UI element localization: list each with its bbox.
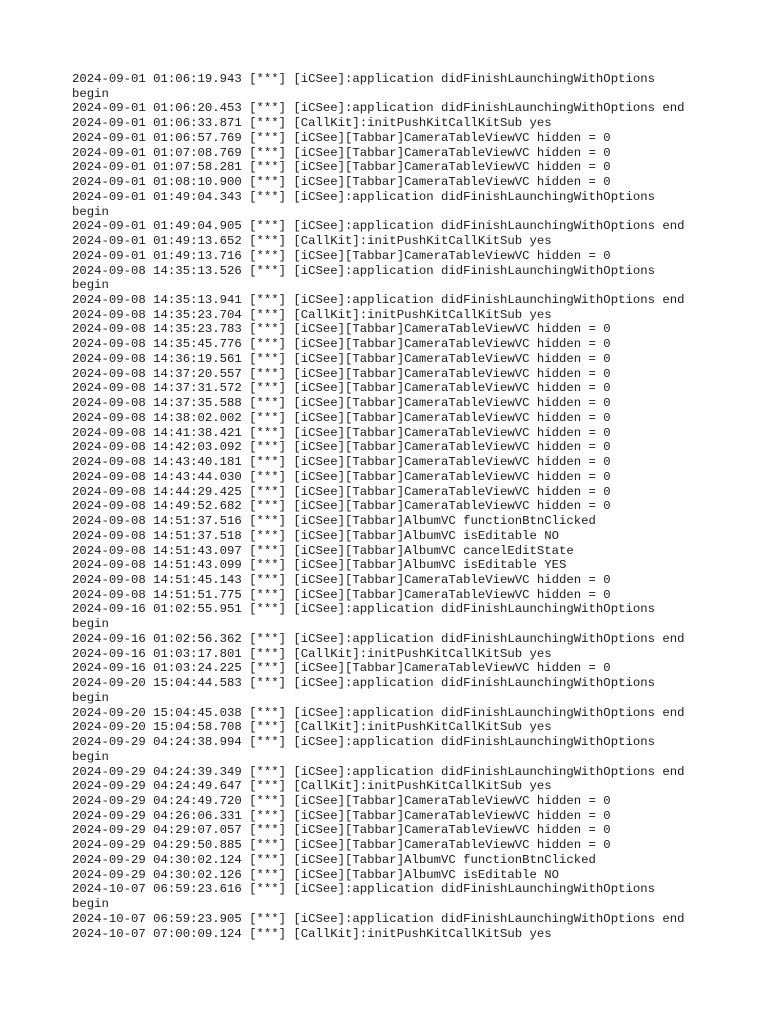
log-line: begin bbox=[72, 204, 109, 219]
log-line: 2024-09-08 14:51:51.775 [***] [iCSee][Tabbar]CameraTableViewVC hidden = 0 bbox=[72, 587, 611, 602]
log-line: 2024-09-29 04:29:50.885 [***] [iCSee][Tabbar]CameraTableViewVC hidden = 0 bbox=[72, 838, 611, 853]
log-line: 2024-10-07 07:00:09.124 [***] [CallKit]:initPushKitCallKitSub yes bbox=[72, 926, 552, 941]
log-line: 2024-09-29 04:26:06.331 [***] [iCSee][Tabbar]CameraTableViewVC hidden = 0 bbox=[72, 808, 611, 823]
log-line: 2024-09-01 01:49:04.343 [***] [iCSee]:application didFinishLaunchingWithOptions bbox=[72, 189, 655, 204]
log-line: 2024-09-08 14:44:29.425 [***] [iCSee][Tabbar]CameraTableViewVC hidden = 0 bbox=[72, 484, 611, 499]
log-line: 2024-09-01 01:49:04.905 [***] [iCSee]:application didFinishLaunchingWithOptions end bbox=[72, 219, 685, 234]
log-line: 2024-09-16 01:02:56.362 [***] [iCSee]:application didFinishLaunchingWithOptions end bbox=[72, 631, 685, 646]
log-line: 2024-09-01 01:49:13.652 [***] [CallKit]:initPushKitCallKitSub yes bbox=[72, 234, 552, 249]
log-line: 2024-09-08 14:37:31.572 [***] [iCSee][Tabbar]CameraTableViewVC hidden = 0 bbox=[72, 381, 611, 396]
log-line: 2024-09-29 04:24:49.647 [***] [CallKit]:initPushKitCallKitSub yes bbox=[72, 779, 552, 794]
log-line: 2024-09-08 14:35:13.941 [***] [iCSee]:application didFinishLaunchingWithOptions end bbox=[72, 293, 685, 308]
log-line: 2024-09-01 01:06:20.453 [***] [iCSee]:application didFinishLaunchingWithOptions end bbox=[72, 101, 685, 116]
log-line: 2024-09-08 14:49:52.682 [***] [iCSee][Tabbar]CameraTableViewVC hidden = 0 bbox=[72, 499, 611, 514]
log-line: 2024-09-16 01:03:24.225 [***] [iCSee][Tabbar]CameraTableViewVC hidden = 0 bbox=[72, 661, 611, 676]
log-line: 2024-09-08 14:36:19.561 [***] [iCSee][Tabbar]CameraTableViewVC hidden = 0 bbox=[72, 351, 611, 366]
log-line: 2024-09-08 14:38:02.002 [***] [iCSee][Tabbar]CameraTableViewVC hidden = 0 bbox=[72, 410, 611, 425]
log-line: begin bbox=[72, 897, 109, 912]
log-line: 2024-09-08 14:51:37.518 [***] [iCSee][Tabbar]AlbumVC isEditable NO bbox=[72, 528, 560, 543]
log-line: 2024-09-01 01:08:10.900 [***] [iCSee][Tabbar]CameraTableViewVC hidden = 0 bbox=[72, 175, 611, 190]
log-line: begin bbox=[72, 617, 109, 632]
log-line: 2024-09-08 14:51:45.143 [***] [iCSee][Tabbar]CameraTableViewVC hidden = 0 bbox=[72, 572, 611, 587]
log-line: 2024-09-01 01:06:33.871 [***] [CallKit]:initPushKitCallKitSub yes bbox=[72, 116, 552, 131]
log-line: 2024-09-08 14:51:43.099 [***] [iCSee][Tabbar]AlbumVC isEditable YES bbox=[72, 558, 567, 573]
log-line: 2024-10-07 06:59:23.616 [***] [iCSee]:application didFinishLaunchingWithOptions bbox=[72, 882, 655, 897]
log-line: 2024-09-01 01:07:58.281 [***] [iCSee][Tabbar]CameraTableViewVC hidden = 0 bbox=[72, 160, 611, 175]
log-line: begin bbox=[72, 749, 109, 764]
log-line: 2024-09-01 01:06:19.943 [***] [iCSee]:application didFinishLaunchingWithOptions bbox=[72, 72, 655, 86]
log-line: 2024-09-16 01:03:17.801 [***] [CallKit]:initPushKitCallKitSub yes bbox=[72, 646, 552, 661]
log-line: 2024-09-29 04:24:49.720 [***] [iCSee][Tabbar]CameraTableViewVC hidden = 0 bbox=[72, 793, 611, 808]
log-line: 2024-09-29 04:30:02.126 [***] [iCSee][Tabbar]AlbumVC isEditable NO bbox=[72, 867, 560, 882]
log-line: 2024-09-01 01:06:57.769 [***] [iCSee][Tabbar]CameraTableViewVC hidden = 0 bbox=[72, 130, 611, 145]
log-line: 2024-09-20 15:04:58.708 [***] [CallKit]:initPushKitCallKitSub yes bbox=[72, 720, 552, 735]
log-line: begin bbox=[72, 86, 109, 101]
log-line: 2024-09-29 04:24:38.994 [***] [iCSee]:application didFinishLaunchingWithOptions bbox=[72, 735, 655, 750]
log-line: 2024-09-08 14:51:43.097 [***] [iCSee][Tabbar]AlbumVC cancelEditState bbox=[72, 543, 574, 558]
log-line: 2024-09-20 15:04:44.583 [***] [iCSee]:application didFinishLaunchingWithOptions bbox=[72, 676, 655, 691]
log-line: begin bbox=[72, 690, 109, 705]
log-line: 2024-09-29 04:24:39.349 [***] [iCSee]:application didFinishLaunchingWithOptions end bbox=[72, 764, 685, 779]
log-line: 2024-09-16 01:02:55.951 [***] [iCSee]:application didFinishLaunchingWithOptions bbox=[72, 602, 655, 617]
log-line: 2024-09-08 14:35:23.704 [***] [CallKit]:initPushKitCallKitSub yes bbox=[72, 307, 552, 322]
log-line: 2024-09-08 14:42:03.092 [***] [iCSee][Tabbar]CameraTableViewVC hidden = 0 bbox=[72, 440, 611, 455]
log-line: 2024-09-08 14:43:40.181 [***] [iCSee][Tabbar]CameraTableViewVC hidden = 0 bbox=[72, 455, 611, 470]
log-text-block bbox=[72, 72, 732, 941]
log-line: 2024-09-29 04:29:07.057 [***] [iCSee][Tabbar]CameraTableViewVC hidden = 0 bbox=[72, 823, 611, 838]
log-line: 2024-09-08 14:51:37.516 [***] [iCSee][Tabbar]AlbumVC functionBtnClicked bbox=[72, 514, 596, 529]
log-line: 2024-09-08 14:35:13.526 [***] [iCSee]:application didFinishLaunchingWithOptions bbox=[72, 263, 655, 278]
log-line: 2024-09-08 14:43:44.030 [***] [iCSee][Tabbar]CameraTableViewVC hidden = 0 bbox=[72, 469, 611, 484]
log-line: 2024-09-08 14:41:38.421 [***] [iCSee][Tabbar]CameraTableViewVC hidden = 0 bbox=[72, 425, 611, 440]
log-line: 2024-09-29 04:30:02.124 [***] [iCSee][Tabbar]AlbumVC functionBtnClicked bbox=[72, 852, 596, 867]
log-line: 2024-09-08 14:37:20.557 [***] [iCSee][Tabbar]CameraTableViewVC hidden = 0 bbox=[72, 366, 611, 381]
log-line: 2024-09-20 15:04:45.038 [***] [iCSee]:application didFinishLaunchingWithOptions end bbox=[72, 705, 685, 720]
log-line: 2024-09-08 14:35:45.776 [***] [iCSee][Tabbar]CameraTableViewVC hidden = 0 bbox=[72, 337, 611, 352]
log-line: 2024-09-01 01:07:08.769 [***] [iCSee][Tabbar]CameraTableViewVC hidden = 0 bbox=[72, 145, 611, 160]
log-line: 2024-09-01 01:49:13.716 [***] [iCSee][Tabbar]CameraTableViewVC hidden = 0 bbox=[72, 248, 611, 263]
log-line: 2024-09-08 14:35:23.783 [***] [iCSee][Tabbar]CameraTableViewVC hidden = 0 bbox=[72, 322, 611, 337]
log-line: 2024-10-07 06:59:23.905 [***] [iCSee]:application didFinishLaunchingWithOptions end bbox=[72, 911, 685, 926]
log-line: 2024-09-08 14:37:35.588 [***] [iCSee][Tabbar]CameraTableViewVC hidden = 0 bbox=[72, 396, 611, 411]
log-line: begin bbox=[72, 278, 109, 293]
